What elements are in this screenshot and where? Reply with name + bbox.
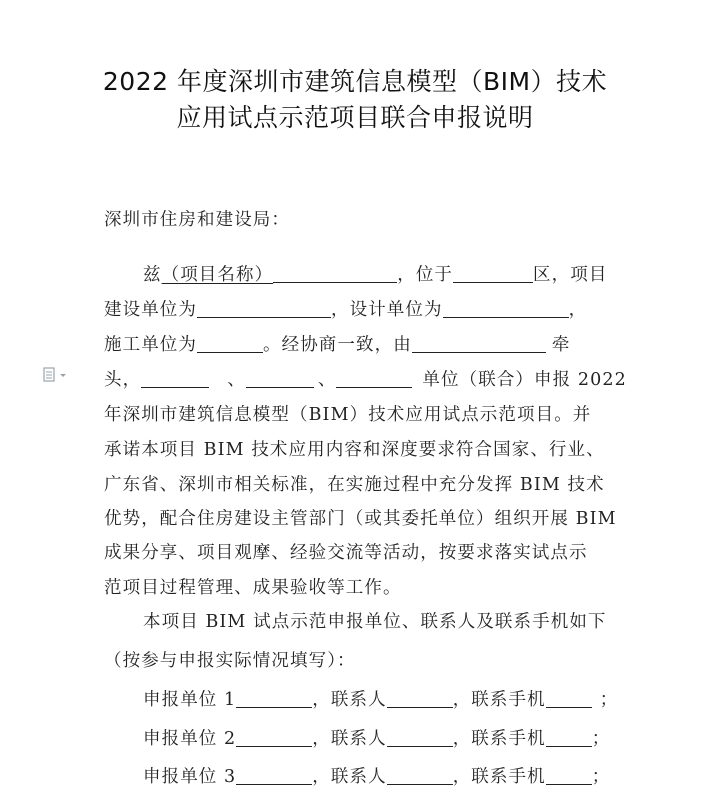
p1-line-3: 施工单位为 。经协商一致，由 牵	[104, 335, 571, 355]
p2-line-2: （按参与申报实际情况填写）：	[104, 651, 356, 671]
applicant-row: 申报单位 3 ，联系人 ，联系手机 ；	[143, 767, 611, 787]
designer-blank[interactable]	[443, 299, 569, 318]
comment-marker-icon[interactable]	[42, 366, 70, 384]
p1-line-8: 优势，配合住房建设主管部门（或其委托单位）组织开展 BIM	[104, 509, 617, 529]
contractor-blank[interactable]	[197, 334, 263, 353]
contact-blank[interactable]	[387, 728, 453, 747]
location-blank[interactable]	[453, 264, 533, 283]
project-name-blank[interactable]	[273, 264, 397, 283]
title-line-2: 应用试点示范项目联合申报说明	[176, 103, 534, 132]
salutation: 深圳市住房和建设局：	[104, 210, 290, 230]
contact-blank[interactable]	[387, 766, 453, 785]
phone-blank[interactable]	[546, 689, 592, 708]
applicant-row: 申报单位 2 ，联系人 ，联系手机 ；	[143, 729, 611, 749]
owner-blank[interactable]	[197, 299, 331, 318]
p1-line-7: 广东省、深圳市相关标准，在实施过程中充分发挥 BIM 技术	[104, 475, 605, 495]
p1-line-2: 建设单位为 ，设计单位为 ，	[104, 300, 588, 320]
joint-unit-3-blank[interactable]	[336, 369, 412, 388]
p1-line-6: 承诺本项目 BIM 技术应用内容和深度要求符合国家、行业、	[104, 440, 605, 460]
p2-line-1: 本项目 BIM 试点示范申报单位、联系人及联系手机如下	[143, 612, 607, 632]
p1-line-5: 年深圳市建筑信息模型（BIM）技术应用试点示范项目。并	[104, 405, 592, 425]
unit-blank[interactable]	[236, 766, 312, 785]
p1-line-1: 兹（项目名称） ，位于 区，项目	[143, 265, 608, 285]
project-name-label: （项目名称）	[161, 265, 274, 285]
p1-line-4: 头， 、 、 单位（联合）申报 2022	[104, 370, 627, 390]
phone-blank[interactable]	[546, 728, 592, 747]
p1-line-10: 范项目过程管理、成果验收等工作。	[104, 578, 402, 598]
phone-blank[interactable]	[546, 766, 592, 785]
unit-blank[interactable]	[236, 689, 312, 708]
lead-unit-blank[interactable]	[412, 334, 546, 353]
unit-blank[interactable]	[236, 728, 312, 747]
joint-unit-1-blank[interactable]	[141, 369, 209, 388]
contact-blank[interactable]	[387, 689, 453, 708]
title-line-1: 2022 年度深圳市建筑信息模型（BIM）技术	[102, 67, 608, 96]
applicant-row: 申报单位 1 ，联系人 ，联系手机 ；	[143, 690, 619, 710]
p1-line-9: 成果分享、项目观摩、经验交流等活动，按要求落实试点示	[104, 543, 588, 563]
joint-unit-2-blank[interactable]	[246, 369, 314, 388]
